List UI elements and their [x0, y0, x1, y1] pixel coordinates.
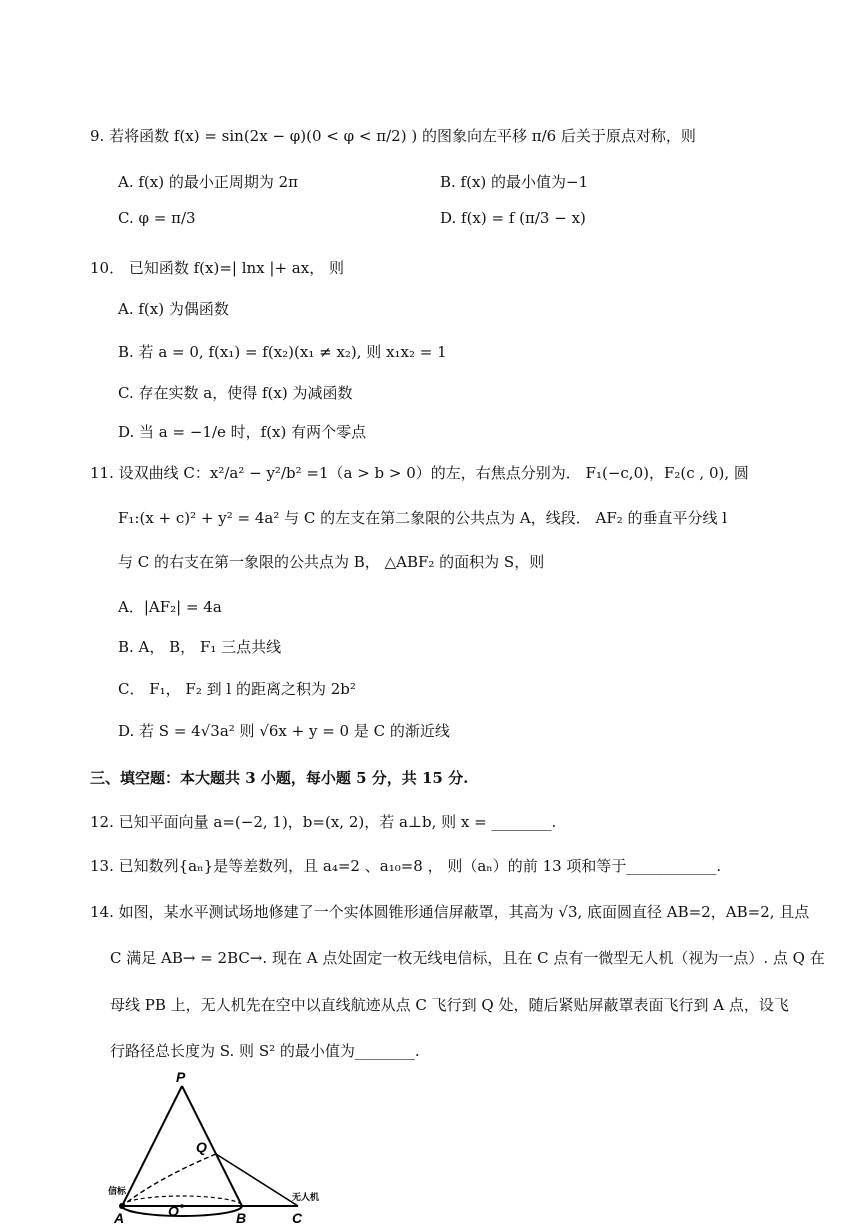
q13-text: 13. 已知数列{aₙ}是等差数列，且 a₄=2 、a₁₀=8 ， 则（aₙ）的前 13 项和等于____________. [90, 857, 722, 875]
label-q: Q [196, 1139, 207, 1155]
q14-line4: 行路径总长度为 S. 则 S² 的最小值为________. [110, 1042, 420, 1060]
q10-option-a: A. f(x) 为偶函数 [118, 300, 229, 318]
q11-stem-line3: 与 C 的右支在第一象限的公共点为 B， △ABF₂ 的面积为 S，则 [118, 553, 545, 571]
q11-option-c: C． F₁， F₂ 到 l 的距离之积为 2b² [118, 680, 356, 698]
cone-figure [100, 1066, 340, 1226]
q9-option-c: C. φ = π/3 [118, 209, 196, 227]
label-b: B [236, 1210, 247, 1226]
generator-pa [122, 1086, 182, 1206]
q9-option-d: D. f(x) = f (π/3 − x) [440, 209, 586, 227]
label-a: A [114, 1210, 125, 1226]
point-o [180, 1204, 184, 1208]
q10-option-b: B. 若 a = 0, f(x₁) = f(x₂)(x₁ ≠ x₂), 则 x₁x₂ = 1 [118, 343, 447, 361]
q11-option-d: D. 若 S = 4√3a² 则 √6x + y = 0 是 C 的渐近线 [118, 722, 450, 740]
q11-option-b: B. A， B， F₁ 三点共线 [118, 638, 282, 656]
generator-pb [182, 1086, 242, 1206]
q11-option-a: A．|AF₂| = 4a [118, 598, 222, 616]
q10-option-d: D. 当 a = −1/e 时，f(x) 有两个零点 [118, 423, 367, 441]
q14-line2: C 满足 AB→ = 2BC→. 现在 A 点处固定一枚无线电信标，且在 C 点有一微型无人机（视为一点）. 点 Q 在 [110, 949, 825, 967]
section-heading: 三、填空题：本大题共 3 小题，每小题 5 分，共 15 分. [90, 769, 469, 787]
q10-option-c: C. 存在实数 a，使得 f(x) 为减函数 [118, 384, 353, 402]
label-p: P [176, 1069, 186, 1085]
q11-stem-line1: 11. 设双曲线 C：x²/a² − y²/b² =1（a > b > 0）的左，右焦点分别为． F₁(−c,0)，F₂(c , 0), 圆 [90, 464, 749, 482]
q12-text: 12. 已知平面向量 a=(−2, 1)，b=(x, 2)，若 a⊥b, 则 x = ________. [90, 813, 557, 831]
q9-option-b: B. f(x) 的最小值为−1 [440, 173, 589, 191]
label-beacon: 信标 [108, 1186, 127, 1196]
q11-stem-line2: F₁:(x + c)² + y² = 4a² 与 C 的左支在第二象限的公共点为 A，线段． AF₂ 的垂直平分线 l [118, 509, 728, 527]
q9-stem: 9. 若将函数 f(x) = sin(2x − φ)(0 < φ < π/2) ) 的图象向左平移 π/6 后关于原点对称，则 [90, 127, 696, 145]
label-drone: 无人机 [292, 1192, 320, 1202]
q9-option-a: A. f(x) 的最小正周期为 2π [118, 173, 299, 191]
label-o: O [168, 1203, 179, 1219]
q10-stem: 10． 已知函数 f(x)=| lnx |+ ax， 则 [90, 259, 344, 277]
q14-line1: 14. 如图，某水平测试场地修建了一个实体圆锥形通信屏蔽罩，其高为 √3, 底面圆直径 AB=2，AB=2, 且点 [90, 903, 810, 921]
q14-line3: 母线 PB 上，无人机先在空中以直线航迹从点 C 飞行到 Q 处，随后紧贴屏蔽罩表面飞行到 A 点，设飞 [110, 996, 789, 1014]
point-a [119, 1203, 125, 1209]
label-c: C [292, 1210, 303, 1226]
